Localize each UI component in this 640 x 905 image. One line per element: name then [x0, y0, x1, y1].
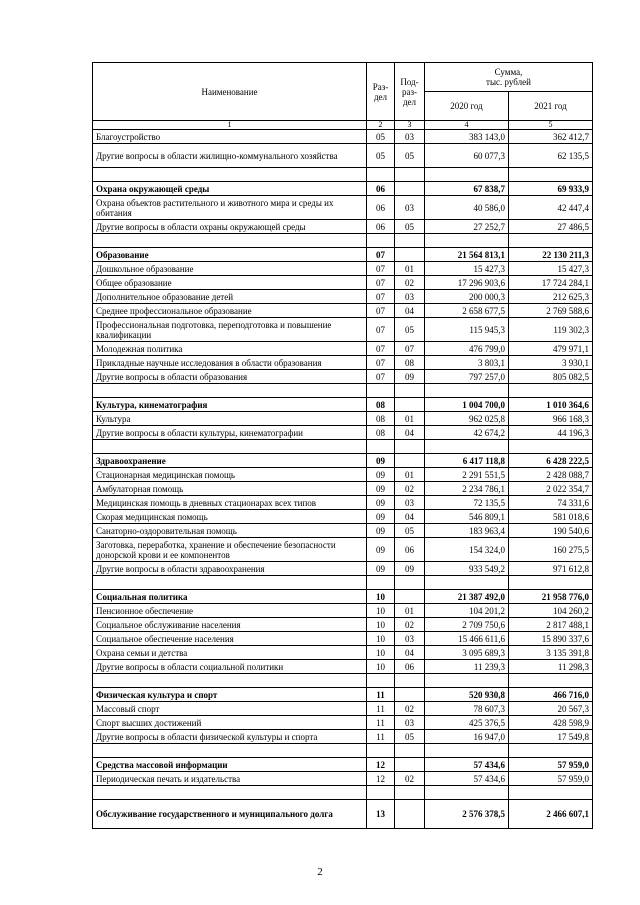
row-sum-2020: 2 234 786,1 [425, 482, 509, 496]
table-row [93, 130, 593, 144]
row-sum-2021: 2 817 488,1 [509, 618, 593, 632]
empty-cell [425, 168, 509, 182]
row-podrazdel: 03 [395, 716, 425, 730]
row-sum-2021: 1 010 364,6 [509, 398, 593, 412]
row-podrazdel [395, 454, 425, 468]
row-podrazdel: 04 [395, 304, 425, 318]
row-razdel: 06 [367, 220, 395, 234]
row-sum-2020: 2 291 551,5 [425, 468, 509, 482]
row-podrazdel: 05 [395, 220, 425, 234]
row-razdel: 05 [367, 130, 395, 144]
row-podrazdel: 01 [395, 262, 425, 276]
table-row [93, 702, 593, 716]
row-sum-2020: 72 135,5 [425, 496, 509, 510]
empty-cell [395, 384, 425, 398]
row-name: Периодическая печать и издательства [93, 772, 367, 786]
table-row [93, 318, 593, 342]
spacer-row [93, 234, 593, 248]
row-sum-2021: 362 412,7 [509, 130, 593, 144]
empty-cell [425, 440, 509, 454]
row-razdel: 08 [367, 426, 395, 440]
row-name: Культура [93, 412, 367, 426]
empty-cell [509, 440, 593, 454]
row-name: Другие вопросы в области охраны окружающей среды [93, 220, 367, 234]
row-razdel: 07 [367, 248, 395, 262]
row-name: Культура, кинематография [93, 398, 367, 412]
row-sum-2021: 17 724 284,1 [509, 276, 593, 290]
row-name: Обслуживание государственного и муниципального долга [93, 800, 367, 829]
row-name: Образование [93, 248, 367, 262]
row-sum-2021: 160 275,5 [509, 538, 593, 562]
row-razdel: 06 [367, 196, 395, 220]
row-razdel: 06 [367, 182, 395, 196]
row-razdel: 09 [367, 454, 395, 468]
empty-cell [509, 384, 593, 398]
budget-table [92, 62, 593, 829]
row-razdel: 07 [367, 318, 395, 342]
header-name: Наименование [93, 63, 367, 121]
row-sum-2021: 6 428 222,5 [509, 454, 593, 468]
row-razdel: 11 [367, 688, 395, 702]
row-razdel: 09 [367, 510, 395, 524]
row-sum-2020: 1 004 700,0 [425, 398, 509, 412]
row-sum-2020: 476 799,0 [425, 342, 509, 356]
row-podrazdel: 08 [395, 356, 425, 370]
empty-cell [93, 384, 367, 398]
row-sum-2020: 520 930,8 [425, 688, 509, 702]
row-podrazdel: 02 [395, 618, 425, 632]
row-razdel: 09 [367, 562, 395, 576]
row-podrazdel: 03 [395, 130, 425, 144]
row-name: Амбулаторная помощь [93, 482, 367, 496]
row-sum-2021: 20 567,3 [509, 702, 593, 716]
section-row [93, 800, 593, 829]
row-podrazdel: 06 [395, 660, 425, 674]
row-sum-2020: 425 376,5 [425, 716, 509, 730]
row-name: Социальное обслуживание населения [93, 618, 367, 632]
column-index: 3 [395, 121, 425, 130]
row-sum-2020: 42 674,2 [425, 426, 509, 440]
header-year-2020: 2020 год [425, 92, 509, 121]
spacer-row [93, 674, 593, 688]
row-name: Средства массовой информации [93, 758, 367, 772]
row-podrazdel: 01 [395, 604, 425, 618]
row-sum-2021: 428 598,9 [509, 716, 593, 730]
empty-cell [93, 440, 367, 454]
row-sum-2020: 16 947,0 [425, 730, 509, 744]
table-row [93, 304, 593, 318]
row-name: Другие вопросы в области здравоохранения [93, 562, 367, 576]
row-sum-2021: 2 769 588,6 [509, 304, 593, 318]
section-row [93, 182, 593, 196]
row-razdel: 11 [367, 716, 395, 730]
row-sum-2021: 212 625,3 [509, 290, 593, 304]
row-sum-2020: 11 239,3 [425, 660, 509, 674]
row-podrazdel: 03 [395, 290, 425, 304]
row-sum-2021: 62 135,5 [509, 144, 593, 168]
table-row [93, 646, 593, 660]
row-sum-2020: 154 324,0 [425, 538, 509, 562]
row-razdel: 10 [367, 646, 395, 660]
row-razdel: 07 [367, 276, 395, 290]
row-name: Профессиональная подготовка, переподготовка и повышение квалификации [93, 318, 367, 342]
empty-cell [93, 168, 367, 182]
table-row [93, 604, 593, 618]
page-number: 2 [317, 866, 323, 878]
row-podrazdel: 03 [395, 196, 425, 220]
empty-cell [367, 440, 395, 454]
row-razdel: 09 [367, 482, 395, 496]
row-podrazdel [395, 182, 425, 196]
row-podrazdel [395, 800, 425, 829]
row-sum-2021: 2 022 354,7 [509, 482, 593, 496]
column-index: 1 [93, 121, 367, 130]
table-row [93, 426, 593, 440]
row-podrazdel: 01 [395, 412, 425, 426]
row-podrazdel: 03 [395, 632, 425, 646]
column-index-row [93, 121, 593, 130]
empty-cell [395, 168, 425, 182]
row-sum-2020: 15 466 611,6 [425, 632, 509, 646]
row-sum-2021: 22 130 211,3 [509, 248, 593, 262]
row-podrazdel [395, 590, 425, 604]
table-row [93, 262, 593, 276]
empty-cell [367, 168, 395, 182]
row-sum-2020: 21 564 813,1 [425, 248, 509, 262]
empty-cell [395, 440, 425, 454]
section-row [93, 248, 593, 262]
row-sum-2020: 2 709 750,6 [425, 618, 509, 632]
row-podrazdel: 02 [395, 702, 425, 716]
row-podrazdel: 06 [395, 538, 425, 562]
table-row [93, 370, 593, 384]
row-razdel: 07 [367, 262, 395, 276]
row-sum-2021: 21 958 776,0 [509, 590, 593, 604]
spacer-row [93, 786, 593, 800]
row-razdel: 12 [367, 772, 395, 786]
header-sum: Сумма, тыс. рублей [425, 63, 593, 92]
empty-cell [425, 786, 509, 800]
row-name: Другие вопросы в области социальной политики [93, 660, 367, 674]
row-razdel: 05 [367, 144, 395, 168]
table-row [93, 660, 593, 674]
row-name: Общее образование [93, 276, 367, 290]
table-row [93, 482, 593, 496]
row-sum-2020: 67 838,7 [425, 182, 509, 196]
row-name: Стационарная медицинская помощь [93, 468, 367, 482]
row-name: Охрана семьи и детства [93, 646, 367, 660]
table-row [93, 356, 593, 370]
row-podrazdel: 02 [395, 772, 425, 786]
row-sum-2020: 797 257,0 [425, 370, 509, 384]
table-row [93, 618, 593, 632]
empty-cell [367, 384, 395, 398]
row-name: Скорая медицинская помощь [93, 510, 367, 524]
row-name: Дошкольное образование [93, 262, 367, 276]
spacer-row [93, 576, 593, 590]
row-razdel: 08 [367, 398, 395, 412]
table-row [93, 730, 593, 744]
row-sum-2021: 966 168,3 [509, 412, 593, 426]
row-name: Социальное обеспечение населения [93, 632, 367, 646]
empty-cell [509, 234, 593, 248]
row-razdel: 13 [367, 800, 395, 829]
row-podrazdel: 05 [395, 730, 425, 744]
row-podrazdel: 05 [395, 144, 425, 168]
empty-cell [93, 786, 367, 800]
row-sum-2020: 546 809,1 [425, 510, 509, 524]
row-sum-2021: 2 466 607,1 [509, 800, 593, 829]
table-row [93, 412, 593, 426]
empty-cell [367, 674, 395, 688]
row-razdel: 09 [367, 538, 395, 562]
row-sum-2020: 17 296 903,6 [425, 276, 509, 290]
row-sum-2021: 2 428 088,7 [509, 468, 593, 482]
row-sum-2020: 115 945,3 [425, 318, 509, 342]
row-razdel: 11 [367, 702, 395, 716]
empty-cell [395, 234, 425, 248]
row-podrazdel [395, 248, 425, 262]
row-sum-2021: 119 302,3 [509, 318, 593, 342]
row-sum-2021: 190 540,6 [509, 524, 593, 538]
row-name: Охрана объектов растительного и животного мира и среды их обитания [93, 196, 367, 220]
row-sum-2020: 933 549,2 [425, 562, 509, 576]
table-row [93, 276, 593, 290]
row-sum-2021: 17 549,8 [509, 730, 593, 744]
row-name: Благоустройство [93, 130, 367, 144]
empty-cell [93, 234, 367, 248]
row-podrazdel: 05 [395, 318, 425, 342]
empty-cell [93, 576, 367, 590]
empty-cell [367, 234, 395, 248]
empty-cell [395, 674, 425, 688]
header-year-2021: 2021 год [509, 92, 593, 121]
section-row [93, 590, 593, 604]
table-row [93, 524, 593, 538]
row-podrazdel: 05 [395, 524, 425, 538]
row-sum-2020: 962 025,8 [425, 412, 509, 426]
row-sum-2020: 78 607,3 [425, 702, 509, 716]
table-row [93, 290, 593, 304]
row-sum-2020: 60 077,3 [425, 144, 509, 168]
row-sum-2021: 11 298,3 [509, 660, 593, 674]
row-name: Охрана окружающей среды [93, 182, 367, 196]
row-sum-2020: 104 201,2 [425, 604, 509, 618]
row-sum-2021: 581 018,6 [509, 510, 593, 524]
document-page [92, 62, 592, 829]
row-sum-2021: 3 135 391,8 [509, 646, 593, 660]
row-razdel: 07 [367, 370, 395, 384]
row-podrazdel: 09 [395, 562, 425, 576]
row-name: Социальная политика [93, 590, 367, 604]
table-row [93, 716, 593, 730]
row-sum-2020: 21 387 492,0 [425, 590, 509, 604]
empty-cell [93, 744, 367, 758]
row-name: Физическая культура и спорт [93, 688, 367, 702]
row-razdel: 07 [367, 290, 395, 304]
row-sum-2020: 183 963,4 [425, 524, 509, 538]
row-name: Прикладные научные исследования в области образования [93, 356, 367, 370]
row-podrazdel [395, 398, 425, 412]
empty-cell [395, 576, 425, 590]
row-razdel: 12 [367, 758, 395, 772]
empty-cell [425, 384, 509, 398]
row-razdel: 09 [367, 524, 395, 538]
empty-cell [425, 576, 509, 590]
row-podrazdel: 02 [395, 276, 425, 290]
row-podrazdel: 03 [395, 496, 425, 510]
row-sum-2020: 40 586,0 [425, 196, 509, 220]
spacer-row [93, 440, 593, 454]
row-name: Дополнительное образование детей [93, 290, 367, 304]
row-sum-2021: 805 082,5 [509, 370, 593, 384]
row-sum-2020: 200 000,3 [425, 290, 509, 304]
row-sum-2020: 57 434,6 [425, 758, 509, 772]
row-sum-2020: 27 252,7 [425, 220, 509, 234]
empty-cell [367, 576, 395, 590]
empty-cell [395, 744, 425, 758]
spacer-row [93, 744, 593, 758]
column-index: 4 [425, 121, 509, 130]
row-sum-2021: 57 959,0 [509, 772, 593, 786]
table-row [93, 632, 593, 646]
row-sum-2020: 6 417 118,8 [425, 454, 509, 468]
empty-cell [367, 786, 395, 800]
row-name: Другие вопросы в области физической культуры и спорта [93, 730, 367, 744]
row-name: Здравоохранение [93, 454, 367, 468]
row-podrazdel: 04 [395, 646, 425, 660]
row-podrazdel: 07 [395, 342, 425, 356]
row-sum-2020: 57 434,6 [425, 772, 509, 786]
row-sum-2021: 104 260,2 [509, 604, 593, 618]
row-razdel: 08 [367, 412, 395, 426]
column-index: 2 [367, 121, 395, 130]
row-podrazdel: 04 [395, 510, 425, 524]
row-podrazdel: 04 [395, 426, 425, 440]
row-sum-2021: 3 930,1 [509, 356, 593, 370]
table-row [93, 196, 593, 220]
row-razdel: 11 [367, 730, 395, 744]
row-sum-2021: 27 486,5 [509, 220, 593, 234]
table-row [93, 496, 593, 510]
row-name: Спорт высших достижений [93, 716, 367, 730]
row-sum-2021: 57 959,0 [509, 758, 593, 772]
empty-cell [93, 674, 367, 688]
row-sum-2020: 15 427,3 [425, 262, 509, 276]
empty-cell [395, 786, 425, 800]
table-row [93, 538, 593, 562]
empty-cell [425, 674, 509, 688]
row-sum-2020: 3 095 689,3 [425, 646, 509, 660]
row-sum-2021: 971 612,8 [509, 562, 593, 576]
row-sum-2020: 2 576 378,5 [425, 800, 509, 829]
row-razdel: 07 [367, 342, 395, 356]
spacer-row [93, 384, 593, 398]
row-razdel: 09 [367, 468, 395, 482]
row-sum-2021: 42 447,4 [509, 196, 593, 220]
row-razdel: 09 [367, 496, 395, 510]
table-row [93, 772, 593, 786]
empty-cell [509, 786, 593, 800]
row-name: Санаторно-оздоровительная помощь [93, 524, 367, 538]
row-name: Среднее профессиональное образование [93, 304, 367, 318]
table-body [93, 130, 593, 829]
row-sum-2021: 15 890 337,6 [509, 632, 593, 646]
table-row [93, 220, 593, 234]
row-sum-2020: 3 803,1 [425, 356, 509, 370]
row-name: Пенсионное обеспечение [93, 604, 367, 618]
section-row [93, 398, 593, 412]
row-sum-2020: 383 143,0 [425, 130, 509, 144]
column-index: 5 [509, 121, 593, 130]
row-name: Другие вопросы в области образования [93, 370, 367, 384]
row-sum-2021: 44 196,3 [509, 426, 593, 440]
table-row [93, 468, 593, 482]
header-podrazdel: Под- раз- дел [395, 63, 425, 121]
spacer-row [93, 168, 593, 182]
row-sum-2021: 15 427,3 [509, 262, 593, 276]
table-row [93, 144, 593, 168]
row-sum-2021: 69 933,9 [509, 182, 593, 196]
section-row [93, 688, 593, 702]
row-razdel: 10 [367, 590, 395, 604]
table-row [93, 342, 593, 356]
row-name: Молодежная политика [93, 342, 367, 356]
row-sum-2021: 74 331,6 [509, 496, 593, 510]
empty-cell [509, 168, 593, 182]
row-podrazdel: 02 [395, 482, 425, 496]
empty-cell [425, 234, 509, 248]
row-name: Заготовка, переработка, хранение и обеспечение безопасности донорской крови и ее компонентов [93, 538, 367, 562]
row-podrazdel [395, 688, 425, 702]
row-name: Другие вопросы в области жилищно-коммунального хозяйства [93, 144, 367, 168]
empty-cell [509, 576, 593, 590]
header-razdel: Раз- дел [367, 63, 395, 121]
row-podrazdel [395, 758, 425, 772]
empty-cell [509, 674, 593, 688]
table-row [93, 510, 593, 524]
section-row [93, 454, 593, 468]
table-row [93, 562, 593, 576]
section-row [93, 758, 593, 772]
row-razdel: 10 [367, 632, 395, 646]
empty-cell [367, 744, 395, 758]
row-razdel: 07 [367, 304, 395, 318]
row-podrazdel: 01 [395, 468, 425, 482]
row-podrazdel: 09 [395, 370, 425, 384]
row-sum-2021: 479 971,1 [509, 342, 593, 356]
row-razdel: 10 [367, 604, 395, 618]
row-sum-2020: 2 658 677,5 [425, 304, 509, 318]
empty-cell [425, 744, 509, 758]
empty-cell [509, 744, 593, 758]
row-name: Массовый спорт [93, 702, 367, 716]
row-sum-2021: 466 716,0 [509, 688, 593, 702]
row-razdel: 07 [367, 356, 395, 370]
row-name: Медицинская помощь в дневных стационарах всех типов [93, 496, 367, 510]
row-razdel: 10 [367, 618, 395, 632]
row-name: Другие вопросы в области культуры, кинематографии [93, 426, 367, 440]
row-razdel: 10 [367, 660, 395, 674]
